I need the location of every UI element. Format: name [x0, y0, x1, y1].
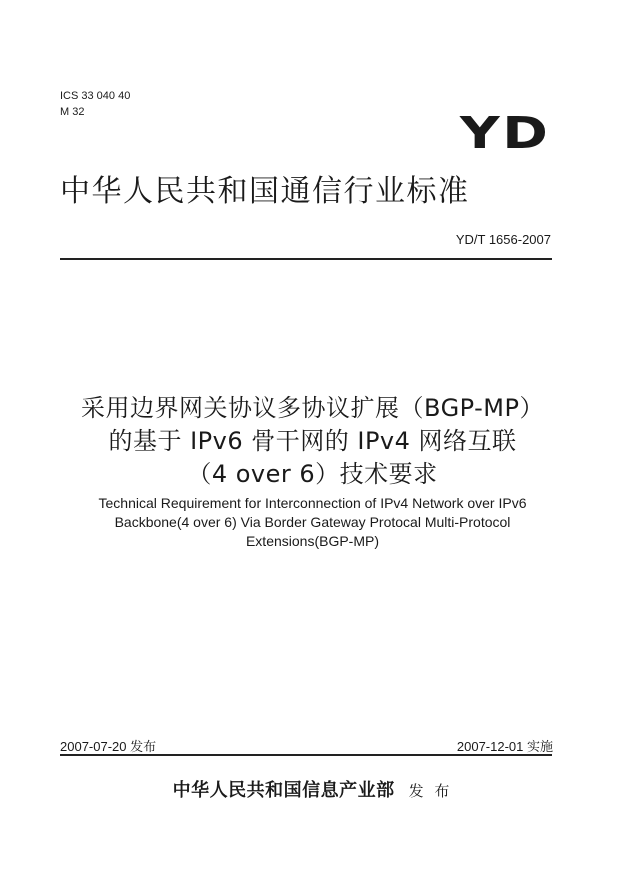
- english-title-line-1: Technical Requirement for Interconnection of IPv4 Network over IPv6: [98, 495, 527, 511]
- header-divider: [60, 258, 552, 260]
- ics-code: ICS 33 040 40: [60, 90, 131, 102]
- publisher: [0, 776, 625, 802]
- english-title-line-3: Extensions(BGP-MP): [245, 533, 380, 549]
- implementation-date: 2007-12-01 实施: [456, 739, 553, 754]
- standard-number: YD/T 1656-2007: [455, 232, 551, 247]
- yd-logo: YD: [459, 108, 550, 159]
- chinese-title: [40, 392, 585, 491]
- publisher-suffix: 发 布: [408, 782, 453, 800]
- english-title: [40, 494, 585, 551]
- english-title-line-2: Backbone(4 over 6) Via Border Gateway Protocal Multi-Protocol: [114, 514, 511, 530]
- issue-date: 2007-07-20 发布: [60, 739, 157, 754]
- chinese-title-line-2: 的基于 IPv6 骨干网的 IPv4 网络互联: [108, 427, 517, 455]
- organization-title: 中华人民共和国通信行业标准: [60, 174, 470, 209]
- publisher-name: 中华人民共和国信息产业部: [172, 780, 395, 801]
- ccs-code: M 32: [60, 106, 85, 118]
- footer-divider: [60, 754, 552, 756]
- chinese-title-line-1: 采用边界网关协议多协议扩展（BGP-MP）: [81, 394, 544, 422]
- chinese-title-line-3: （4 over 6）技术要求: [187, 460, 438, 488]
- classification-codes: [60, 88, 130, 120]
